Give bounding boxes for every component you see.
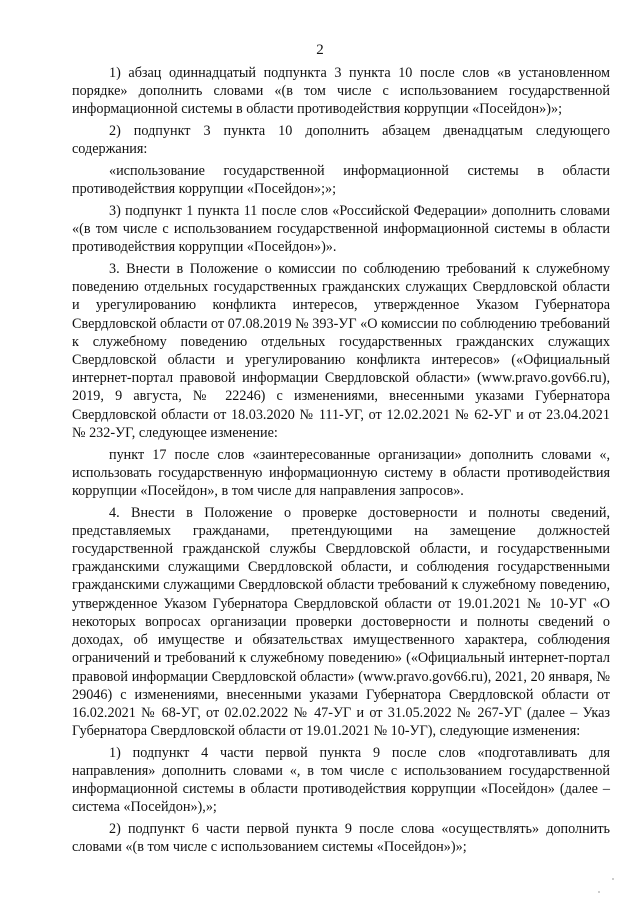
paragraph-amendment-2-quote: «использование государственной информационной системы в области противодействия коррупции «Посейдон»;»;	[72, 163, 610, 198]
paragraph-amendment-1: 1) абзац одиннадцатый подпункта 3 пункта 10 после слов «в установленном порядке» дополнить словами «(в том числе с использованием государственной информационной системы в области противодействия коррупции «Посейдон»)»;	[72, 65, 610, 118]
document-body	[72, 64, 610, 860]
scan-speck	[612, 878, 614, 880]
paragraph-section-3: 3. Внести в Положение о комиссии по соблюдению требований к служебному поведению отдельных государственных гражданских служащих Свердловской области и урегулированию конфликта интересов, утвержденное Указом Губернатора Свердловской области от 07.08.2019 № 393-УГ «О комиссии по соблюдению требований к служебному поведению отдельных государственных гражданских служащих Свердловской области и урегулированию конфликта интересов» («Официальный интернет-портал правовой информации Свердловской области» (www.pravo.gov66.ru), 2019, 9 августа, № 22246) с изменениями, внесенными указами Губернатора Свердловской области от 18.03.2020 № 111-УГ, от 12.02.2021 № 62-УГ и от 23.04.2021 № 232-УГ, следующее изменение:	[72, 261, 610, 441]
paragraph-amendment-3: 3) подпункт 1 пункта 11 после слов «Российской Федерации» дополнить словами «(в том числе с использованием государственной информационной системы в области противодействия коррупции «Посейдон»)».	[72, 202, 610, 256]
paragraph-section-3-change: пункт 17 после слов «заинтересованные организации» дополнить словами «, использовать государственную информационную систему в области противодействия коррупции «Посейдон», в том числе для направления запросов».	[72, 446, 610, 499]
paragraph-amendment-2: 2) подпункт 3 пункта 10 дополнить абзацем двенадцатым следующего содержания:	[72, 123, 610, 158]
scan-speck	[598, 891, 600, 893]
paragraph-section-4-item-1: 1) подпункт 4 части первой пункта 9 после слов «подготавливать для направления» дополнить словами «, в том числе с использованием государственной информационной системы в области противодействия коррупции «Посейдон» (далее – система «Посейдон»),»;	[72, 744, 610, 816]
page-number: 2	[316, 42, 324, 58]
paragraph-section-4-item-2: 2) подпункт 6 части первой пункта 9 после слова «осуществлять» дополнить словами «(в том числе с использованием системы «Посейдон»)»;	[72, 821, 610, 856]
paragraph-section-4: 4. Внести в Положение о проверке достоверности и полноты сведений, представляемых гражданами, претендующими на замещение должностей государственной гражданской службы Свердловской области, и государственными гражданскими служащими Свердловской области, и соблюдения государственными гражданскими служащими Свердловской области требований к служебному поведению, утвержденное Указом Губернатора Свердловской области от 19.01.2021 № 10-УГ «О некоторых вопросах организации проверки достоверности и полноты сведений о доходах, об имуществе и обязательствах имущественного характера, соблюдения ограничений и требований к служебному поведению» («Официальный интернет-портал правовой информации Свердловской области» (www.pravo.gov66.ru), 2021, 20 января, № 29046) с изменениями, внесенными указами Губернатора Свердловской области от 16.02.2021 № 68-УГ, от 02.02.2022 № 47-УГ и от 31.05.2022 № 267-УГ (далее – Указ Губернатора Свердловской области от 19.01.2021 № 10-УГ), следующие изменения:	[72, 504, 610, 740]
